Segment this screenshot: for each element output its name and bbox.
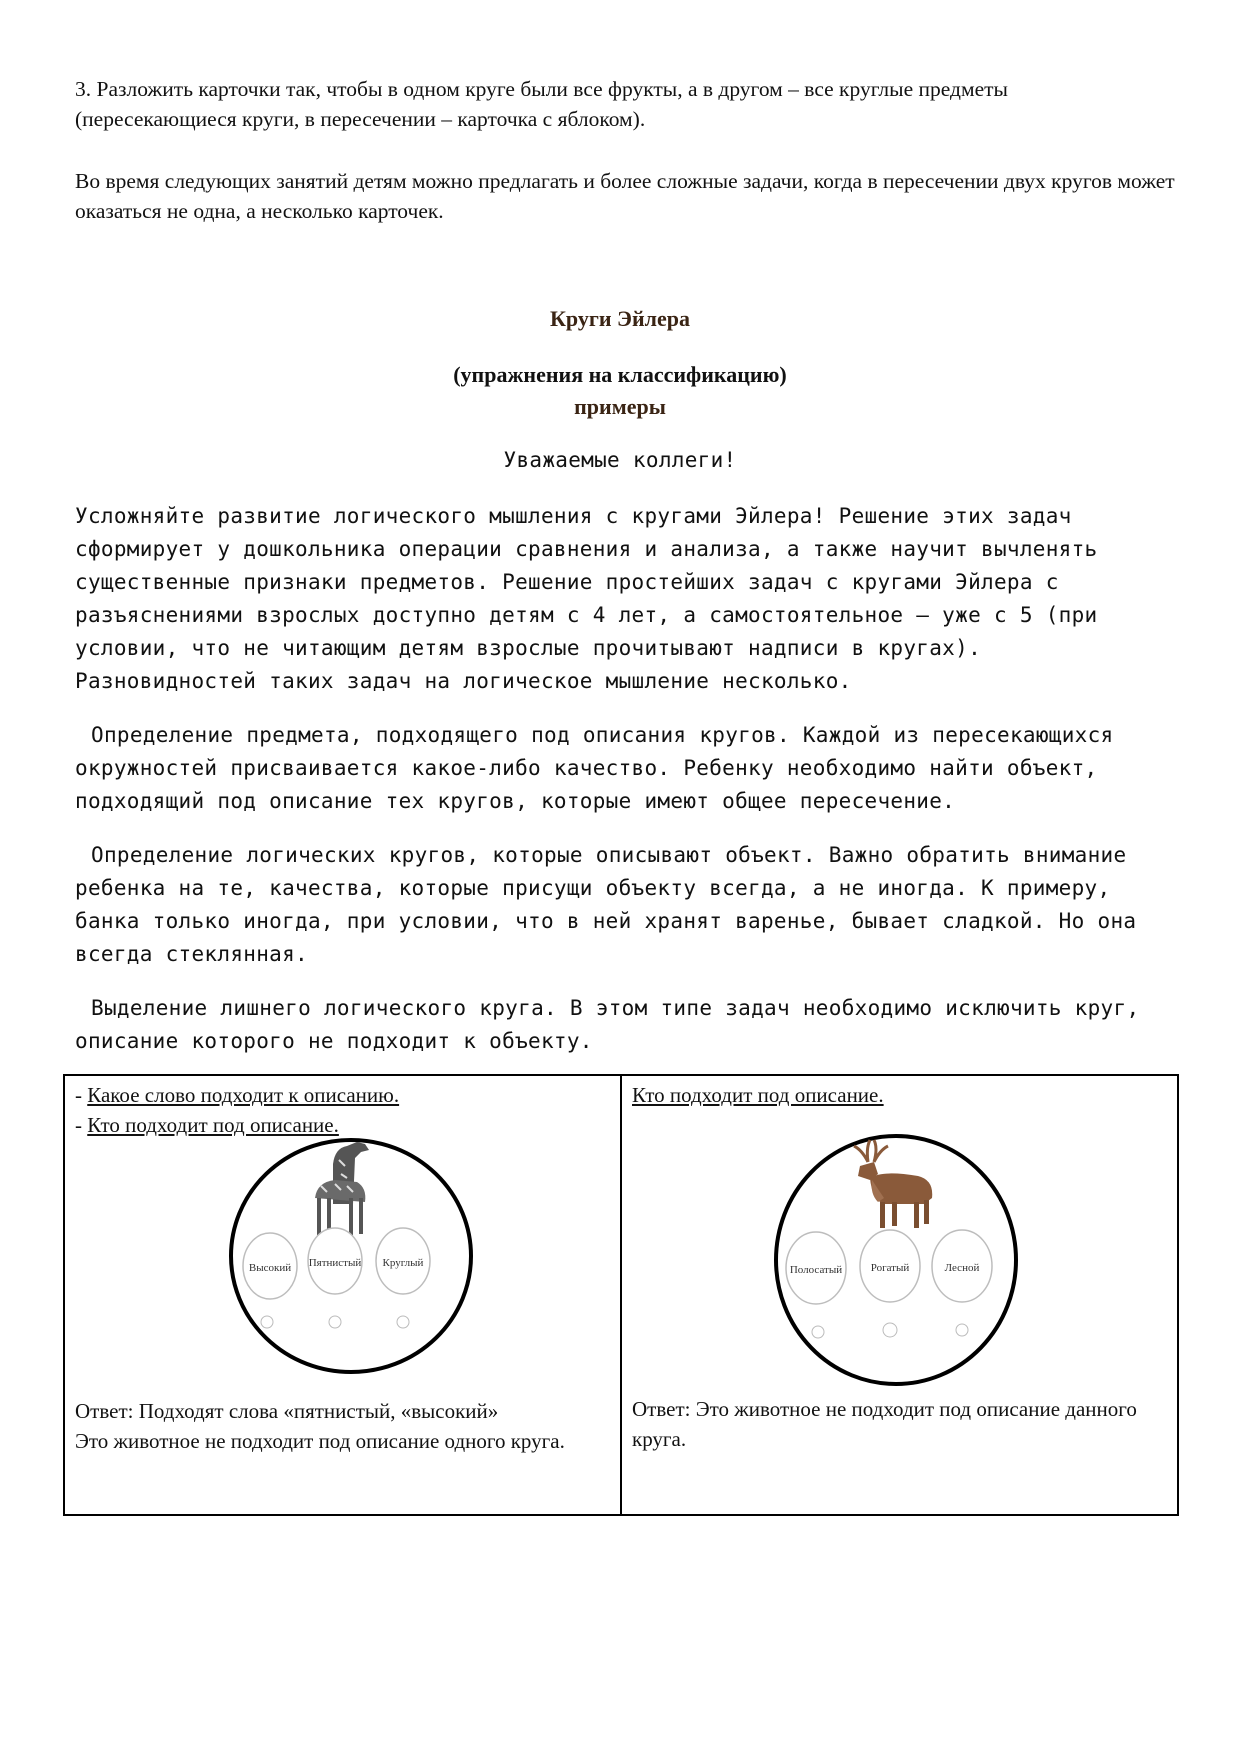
section-examples-label: примеры — [574, 394, 666, 419]
right-inner-circles — [786, 1230, 992, 1338]
example-cell-left — [64, 1075, 621, 1515]
section-title: Круги Эйлера — [549, 306, 690, 331]
example-cell-right — [621, 1075, 1178, 1515]
left-answer-line-2: Это животное не подходит под описание одного круга. — [75, 1429, 565, 1453]
body-text — [75, 500, 1175, 1079]
left-answer-slot-3 — [397, 1316, 409, 1328]
right-answer-slot-2 — [883, 1323, 897, 1337]
intro-block — [75, 74, 1175, 226]
right-answer-slot-3 — [956, 1324, 968, 1336]
right-question-1-text: Кто подходит под описание. — [632, 1083, 884, 1107]
right-circle-label-3: Лесной — [944, 1262, 980, 1274]
right-question-1 — [632, 1080, 1177, 1110]
examples-table — [63, 1074, 1179, 1516]
left-question-2: - Кто подходит под описание. — [75, 1113, 339, 1137]
left-answer — [75, 1396, 605, 1456]
paragraph-type-1: Определение предмета, подходящего под описания кругов. Каждой из пересекающихся окружностей присваивается какое-либо качество. Ребенку необходимо найти объект, подходящий под описание тех кругов, которые имеют общее пересечение. — [75, 723, 1114, 813]
right-circle-label-1: Полосатый — [789, 1264, 843, 1276]
greeting: Уважаемые коллеги! — [503, 448, 737, 472]
intro-note: Во время следующих занятий детям можно предлагать и более сложные задачи, когда в пересечении двух кругов может оказаться не одна, а несколько карточек. — [75, 169, 1175, 223]
right-circle-label-2: Рогатый — [870, 1262, 910, 1274]
paragraph-intro: Усложняйте развитие логического мышления с кругами Эйлера! Решение этих задач сформирует у дошкольника операции сравнения и анализа, а также научит вычленять существенные признаки предметов. Решение простейших задач с кругами Эйлера с разъяснениями взрослых доступно детям с 4 лет, а самостоятельное – уже с 5 (при условии, что не читающим детям взрослые прочитывают надписи в кругах). Разновидностей таких задач на логическое мышление несколько. — [75, 504, 1098, 693]
left-circle-label-2: Пятнистый — [308, 1257, 362, 1269]
giraffe-icon — [315, 1142, 369, 1238]
intro-item-3: 3. Разложить карточки так, чтобы в одном круге были все фрукты, а в другом – все круглые предметы (пересекающиеся круги, в пересечении – карточка с яблоком). — [75, 77, 1008, 131]
section-subtitle: (упражнения на классификацию) — [453, 362, 787, 387]
right-euler-diagram — [622, 1122, 1178, 1392]
right-answer-slot-1 — [812, 1326, 824, 1338]
left-answer-slot-1 — [261, 1316, 273, 1328]
left-question-1-text: Какое слово подходит к описанию. — [87, 1083, 400, 1107]
deer-icon — [854, 1140, 932, 1228]
left-circle-label-1: Высокий — [248, 1262, 292, 1274]
examples-row — [64, 1075, 1178, 1515]
left-circle-label-3: Круглый — [382, 1257, 424, 1269]
right-answer: Ответ: Это животное не подходит под описание данного круга. — [632, 1397, 1137, 1451]
paragraph-type-3: Выделение лишнего логического круга. В этом типе задач необходимо исключить круг, описание которого не подходит к объекту. — [75, 996, 1140, 1053]
paragraph-type-2: Определение логических кругов, которые описывают объект. Важно обратить внимание ребенка на те, качества, которые присущи объекту всегда, а не иногда. К примеру, банка только иногда, при условии, что в ней хранят варенье, бывает сладкой. Но она всегда стеклянная. — [75, 843, 1137, 966]
left-question-1: - Какое слово подходит к описанию. — [75, 1083, 400, 1107]
left-answer-slot-2 — [329, 1316, 341, 1328]
left-answer-line-1: Ответ: Подходят слова «пятнистый, «высокий» — [75, 1399, 499, 1423]
left-question-2-text: Кто подходит под описание. — [87, 1113, 339, 1137]
left-inner-circles — [243, 1228, 430, 1328]
left-euler-diagram — [65, 1136, 621, 1386]
